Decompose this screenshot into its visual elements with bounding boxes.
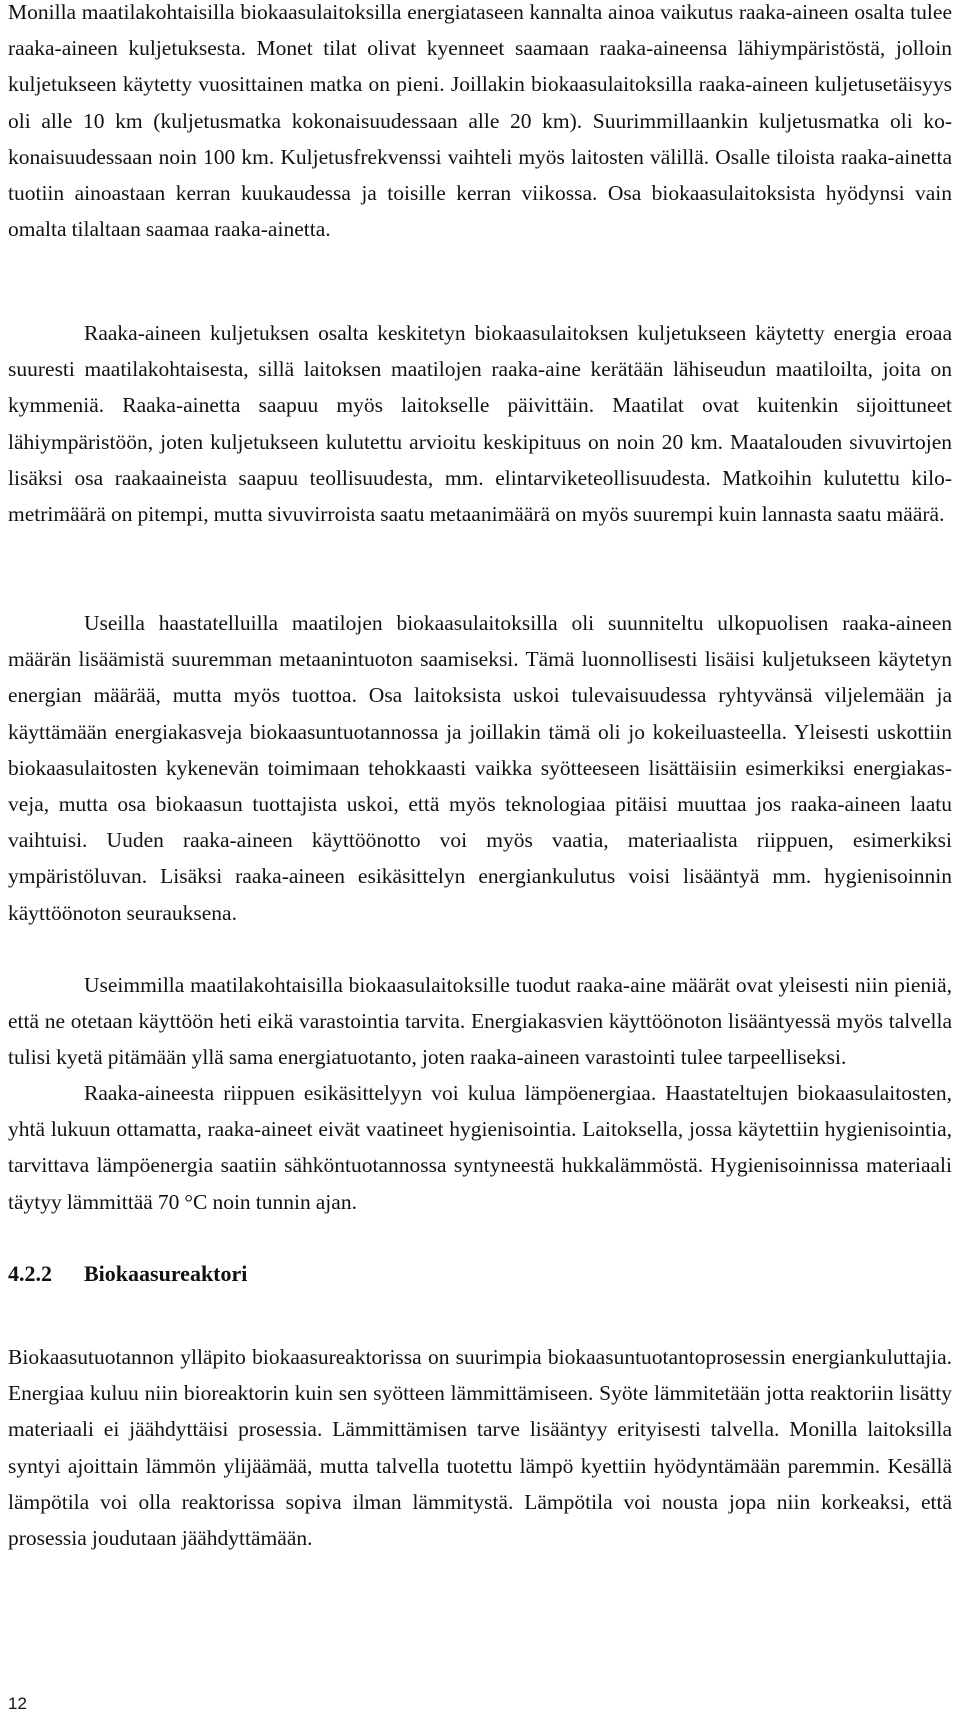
paragraph-raw-material-transport-farm: Monilla maatilakohtaisilla biokaasulaitoksilla energiataseen kannalta ainoa vaikutus raaka-aineen osalta tulee raaka-aineen kuljetuksesta. Monet tilat olivat kyenneet saamaan raaka-aineensa lähiympäristöstä, jolloin kuljetukseen käytetty vuosittainen matka on pieni. Joillakin biokaasulaitoksilla raaka-aineen kuljetusetäisyys oli alle 10 km (kuljetusmatka kokonaisuudessaan alle 20 km). Suurimmillaankin kuljetusmatka oli kokonaisuudessaan noin 100 km. Kuljetusfrekvenssi vaihteli myös laitosten välillä. Osalle tiloista raaka-ainetta tuotiin ainoastaan kerran kuukaudessa ja toisille kerran viikossa. Osa biokaasulaitoksista hyödynsi vain omalta tilaltaan saamaa raaka-ainetta. xyxy=(8,0,952,242)
section-number: 4.2.2 xyxy=(8,1261,52,1286)
page-number: 12 xyxy=(8,1694,27,1713)
section-heading xyxy=(8,1259,952,1289)
paragraph-external-raw-material: Useilla haastatelluilla maatilojen biokaasulaitoksilla oli suunniteltu ulkopuolisen raaka-aineen määrän lisäämistä suuremman metaanintuoton saamiseksi. Tämä luonnollisesti lisäisi kuljetukseen käytetyn energian määrää, mutta myös tuottoa. Osa laitoksista uskoi tulevaisuudessa ryhtyvänsä viljelemään ja käyttämään energiakasveja biokaasuntuotannossa ja joillakin tämä oli jo kokeiluasteella. Yleisesti uskottiin biokaasulaitosten kykenevän toimimaan tehokkaasti vaikka syötteeseen lisättäisiin esimerkiksi energiakasveja, mutta osa biokaasun tuottajista uskoi, että myös teknologiaa pitäisi muuttaa jos raaka-aineen laatu vaihtuisi. Uuden raaka-aineen käyttöönotto voi myös vaatia, materiaalista riippuen, esimerkiksi ympäristöluvan. Lisäksi raaka-aineen esikäsittelyn energiankulutus voisi lisääntyä mm. hygienisoinnin käyttöönoton seurauksena. xyxy=(8,611,952,925)
section-title: Biokaasureaktori xyxy=(84,1261,248,1286)
paragraph-pretreatment-hygienisation: Raaka-aineesta riippuen esikäsittelyyn voi kulua lämpöenergiaa. Haastateltujen biokaasulaitosten, yhtä lukuun ottamatta, raaka-aineet eivät vaatineet hygienisointia. Laitoksella, jossa käytettiin hygienisointia, tarvittava lämpöenergia saatiin sähköntuotannossa syntyneestä hukkalämmöstä. Hygienisoinnissa materiaali täytyy lämmittää 70 °C noin tunnin ajan. xyxy=(8,1081,952,1214)
paragraph-raw-material-transport-centralized: Raaka-aineen kuljetuksen osalta keskitetyn biokaasulaitoksen kuljetukseen käytetty energia eroaa suuresti maatilakohtaisesta, sillä laitoksen maatilojen raaka-aine kerätään lähiseudun maatiloilta, joita on kymmeniä. Raaka-ainetta saapuu myös laitokselle päivittäin. Maatilat ovat kuitenkin sijoittuneet lähiympäristöön, joten kuljetukseen kulutettu arvioitu keskipituus on noin 20 km. Maatalouden sivuvirtojen lisäksi osa raakaaineista saapuu teollisuudesta, mm. elintarviketeollisuudesta. Matkoihin kulutettu kilometrimäärä on pitempi, mutta sivuvirroista saatu metaanimäärä on myös suurempi kuin lannasta saatu määrä. xyxy=(8,321,952,527)
paragraph-storage: Useimmilla maatilakohtaisilla biokaasulaitoksille tuodut raaka-aine määrät ovat yleisesti niin pieniä, että ne otetaan käyttöön heti eikä varastointia tarvita. Energiakasvien käyttöönoton lisääntyessä myös talvella tulisi kyetä pitämään yllä sama energiatuotanto, joten raaka-aineen varastointi tulee tarpeelliseksi. xyxy=(8,973,952,1070)
paragraph-bioreactor-energy: Biokaasutuotannon ylläpito biokaasureaktorissa on suurimpia biokaasuntuotantoprosessin energiankuluttajia. Energiaa kuluu niin bioreaktorin kuin sen syötteen lämmittämiseen. Syöte lämmitetään jotta reaktoriin lisätty materiaali ei jäähdyttäisi prosessia. Lämmittämisen tarve lisääntyy erityisesti talvella. Monilla laitoksilla syntyi ajoittain lämmön ylijäämää, mutta talvella tuotettu lämpö kyettiin hyödyntämään paremmin. Kesällä lämpötila voi olla reaktorissa sopiva ilman lämmitystä. Lämpötila voi nousta jopa niin korkeaksi, että prosessia joudutaan jäähdyttämään. xyxy=(8,1345,952,1551)
